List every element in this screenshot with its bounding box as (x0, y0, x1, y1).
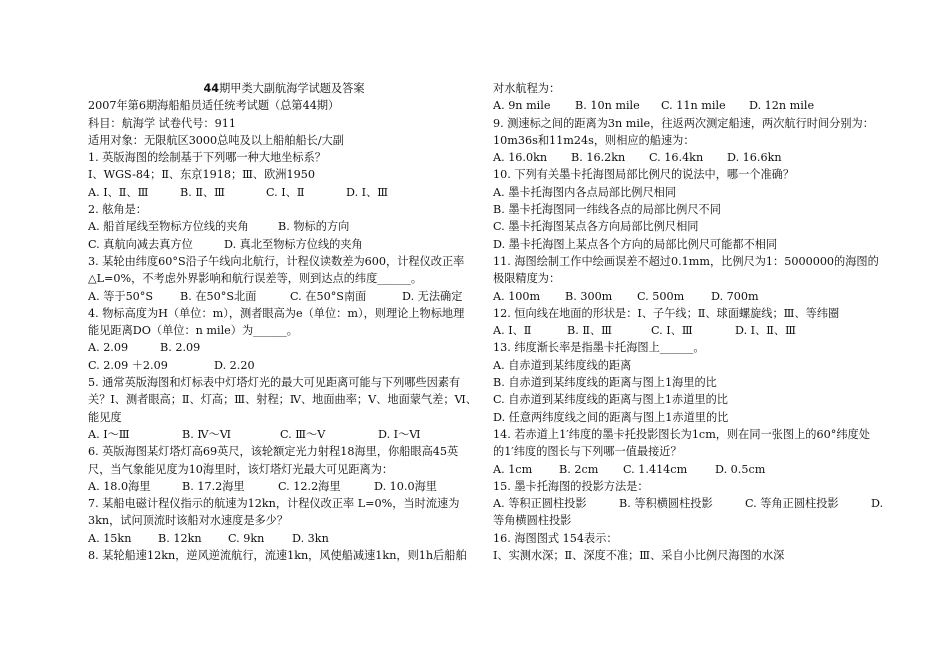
option-c: C. 9kn (228, 531, 265, 545)
question-7-cont: 3kn，试问顶流时该船对水速度是多少？ (88, 514, 289, 528)
question-5-cont: 关？Ⅰ、测者眼高；Ⅱ、灯高；Ⅲ、射程；Ⅳ、地面曲率；Ⅴ、地面蒙气差；Ⅵ、 (88, 393, 477, 407)
option-b: B. 12kn (158, 531, 202, 545)
question-3: 3. 某轮由纬度60°S沿子午线向北航行，计程仪读数差为600，计程仪改正率 (88, 254, 465, 268)
left-column (88, 80, 480, 564)
question-7: 7. 某船电磁计程仪指示的航速为12kn，计程仪改正率 L=0%，当时流速为 (88, 497, 460, 511)
option-a: A. 1cm (493, 462, 533, 476)
question-5-cont2: 能见度 (88, 410, 122, 424)
question-13-option-a: A. 自赤道到某纬度线的距离 (493, 358, 632, 372)
question-13-option-d: D. 任意两纬度线之间的距离与图上1赤道里的比 (493, 410, 729, 424)
question-1-options (88, 184, 480, 201)
option-b: B. 16.2kn (571, 151, 626, 165)
question-10-option-c: C. 墨卡托海图某点各方向局部比例尺相同 (493, 220, 699, 234)
option-c: C. 16.4kn (649, 151, 704, 165)
question-3-cont: △L=0%，不考虑外界影响和航行误差等，则到达点的纬度______。 (88, 272, 423, 286)
option-a: A. 2.09 (88, 341, 129, 355)
question-8-cont: 对水航程为： (493, 82, 561, 95)
option-a: A. 等积正圆柱投影 (493, 497, 587, 511)
exam-header-line: 2007年第6期海船船员适任统考试题（总第44期） (88, 99, 340, 113)
question-8-options (493, 97, 885, 114)
option-d: D. 0.5cm (715, 462, 766, 476)
question-3-options (88, 288, 480, 305)
question-13-option-b: B. 自赤道到某纬度线的距离与图上1海里的比 (493, 376, 717, 390)
question-10: 10. 下列有关墨卡托海图局部比例尺的说法中，哪一个准确？ (493, 168, 795, 182)
question-9-cont: 10m36s和11m24s，则相应的船速为： (493, 133, 695, 147)
option-a: A. Ⅰ、Ⅱ (493, 324, 532, 338)
option-a: A. 100m (493, 289, 541, 303)
option-b: B. Ⅱ、Ⅲ (567, 324, 612, 338)
option-d: D. 12n mile (749, 99, 815, 113)
question-16-cont: Ⅰ、实测水深；Ⅱ、深度不准；Ⅲ、采自小比例尺海图的水深 (493, 549, 785, 563)
question-10-option-d: D. 墨卡托海图上某点各个方向的局部比例尺可能都不相同 (493, 237, 778, 251)
option-b: B. 2cm (559, 462, 599, 476)
question-16: 16. 海图图式 154表示： (493, 531, 618, 545)
question-10-option-a: A. 墨卡托海图内各点局部比例尺相同 (493, 185, 677, 199)
option-c: C. 1.414cm (623, 462, 688, 476)
option-d: D. 无法确定 (402, 289, 463, 303)
option-c: C. Ⅲ～Ⅴ (280, 427, 326, 441)
option-d: D. 16.6kn (727, 151, 782, 165)
question-6-cont: 尺，当气象能见度为10海里时，该灯塔灯光最大可见距离为： (88, 462, 394, 476)
question-15-option-d-cont: 等角横圆柱投影 (493, 514, 572, 528)
question-5-options (88, 426, 480, 443)
question-14-cont: 的1′纬度的图长与下列哪一值最接近？ (493, 445, 682, 459)
audience-line: 适用对象：无限航区3000总吨及以上船舶船长/大副 (88, 133, 344, 147)
option-d: D. 2.20 (214, 358, 255, 372)
question-1: 1. 英版海图的绘制基于下列哪一种大地坐标系？ (88, 151, 326, 165)
question-4-options-row1 (88, 339, 480, 356)
question-11: 11. 海图绘制工作中绘画误差不超过0.1mm，比例尺为1：5000000的海图的 (493, 254, 879, 268)
option-a: A. 船首尾线至物标方位线的夹角 (88, 220, 249, 234)
option-d: D. Ⅰ、Ⅱ、Ⅲ (735, 324, 796, 338)
option-b: B. 物标的方向 (278, 220, 350, 234)
question-9: 9. 测速标之间的距离为3n mile，往返两次测定船速，两次航行时间分别为： (493, 116, 874, 130)
option-a: A. Ⅰ～Ⅲ (88, 427, 130, 441)
option-c: C. 11n mile (661, 99, 726, 113)
question-6: 6. 英版海图某灯塔灯高69英尺，该轮额定光力射程18海里，你船眼高45英 (88, 445, 459, 459)
question-5: 5. 通常英版海图和灯标表中灯塔灯光的最大可见距离可能与下列哪些因素有 (88, 376, 461, 390)
question-4-cont: 能见距离DO（单位：n mile）为______。 (88, 324, 298, 338)
question-13-option-c: C. 自赤道到某纬度线的距离与图上1赤道里的比 (493, 393, 728, 407)
option-c: C. Ⅰ、Ⅲ (651, 324, 693, 338)
question-12-options (493, 322, 885, 339)
option-b: B. Ⅳ～Ⅵ (182, 427, 231, 441)
title-text: 期甲类大副航海学试题及答案 (219, 82, 365, 95)
question-15-options (493, 495, 885, 512)
option-d: D. Ⅰ～Ⅵ (378, 427, 421, 441)
option-c: C. 500m (637, 289, 685, 303)
option-c: C. 在50°S南面 (290, 289, 367, 303)
option-d: D. 3kn (292, 531, 329, 545)
option-b: B. 2.09 (160, 341, 201, 355)
option-a: A. Ⅰ、Ⅱ、Ⅲ (88, 185, 149, 199)
question-14: 14. 若赤道上1′纬度的墨卡托投影图长为1cm，则在同一张图上的60°纬度处 (493, 427, 870, 441)
title-number: 44 (203, 82, 220, 95)
option-d: D. Ⅰ、Ⅲ (346, 185, 389, 199)
option-c: C. 12.2海里 (278, 479, 341, 493)
question-12: 12. 恒向线在地面的形状是：Ⅰ、子午线；Ⅱ、球面螺旋线；Ⅲ、等纬圈 (493, 306, 840, 320)
question-4-options-row2 (88, 357, 480, 374)
option-b: B. 10n mile (575, 99, 640, 113)
document-title (88, 80, 480, 97)
option-b: B. 在50°S北面 (180, 289, 257, 303)
option-d: D. 10.0海里 (374, 479, 437, 493)
question-10-option-b: B. 墨卡托海图同一纬线各点的局部比例尺不同 (493, 203, 721, 217)
question-11-cont: 极限精度为： (493, 272, 561, 286)
option-c: C. 2.09 ＋2.09 (88, 358, 168, 372)
question-2: 2. 舷角是： (88, 203, 147, 217)
option-a: A. 18.0海里 (88, 479, 151, 493)
option-a: A. 16.0kn (493, 151, 548, 165)
option-d: D. (871, 497, 884, 511)
option-c: C. 真航向减去真方位 (88, 237, 193, 251)
option-a: A. 等于50°S (88, 289, 154, 303)
option-b: B. 17.2海里 (182, 479, 245, 493)
subject-line: 科目：航海学 试卷代号：911 (88, 116, 236, 130)
option-b: B. Ⅱ、Ⅲ (180, 185, 225, 199)
question-11-options (493, 288, 885, 305)
question-13: 13. 纬度渐长率是指墨卡托海图上______。 (493, 341, 705, 355)
question-2-options-row1 (88, 218, 480, 235)
option-c: C. 等角正圆柱投影 (745, 497, 839, 511)
question-14-options (493, 461, 885, 478)
option-a: A. 9n mile (493, 99, 551, 113)
option-b: B. 等积横圆柱投影 (619, 497, 713, 511)
option-d: D. 真北至物标方位线的夹角 (224, 237, 363, 251)
question-4: 4. 物标高度为H（单位：m），测者眼高为e（单位：m），则理论上物标地理 (88, 306, 465, 320)
question-1-items: Ⅰ、WGS-84；Ⅱ、东京1918；Ⅲ、欧洲1950 (88, 168, 315, 182)
question-2-options-row2 (88, 236, 480, 253)
right-column (493, 80, 885, 564)
question-8: 8. 某轮船速12kn，逆风逆流航行，流速1kn，风使船减速1kn，则1h后船舶 (88, 549, 467, 563)
question-15: 15. 墨卡托海图的投影方法是： (493, 479, 649, 493)
option-c: C. Ⅰ、Ⅱ (266, 185, 305, 199)
question-7-options (88, 530, 480, 547)
question-6-options (88, 478, 480, 495)
question-9-options (493, 149, 885, 166)
option-b: B. 300m (565, 289, 613, 303)
option-a: A. 15kn (88, 531, 132, 545)
option-d: D. 700m (711, 289, 759, 303)
